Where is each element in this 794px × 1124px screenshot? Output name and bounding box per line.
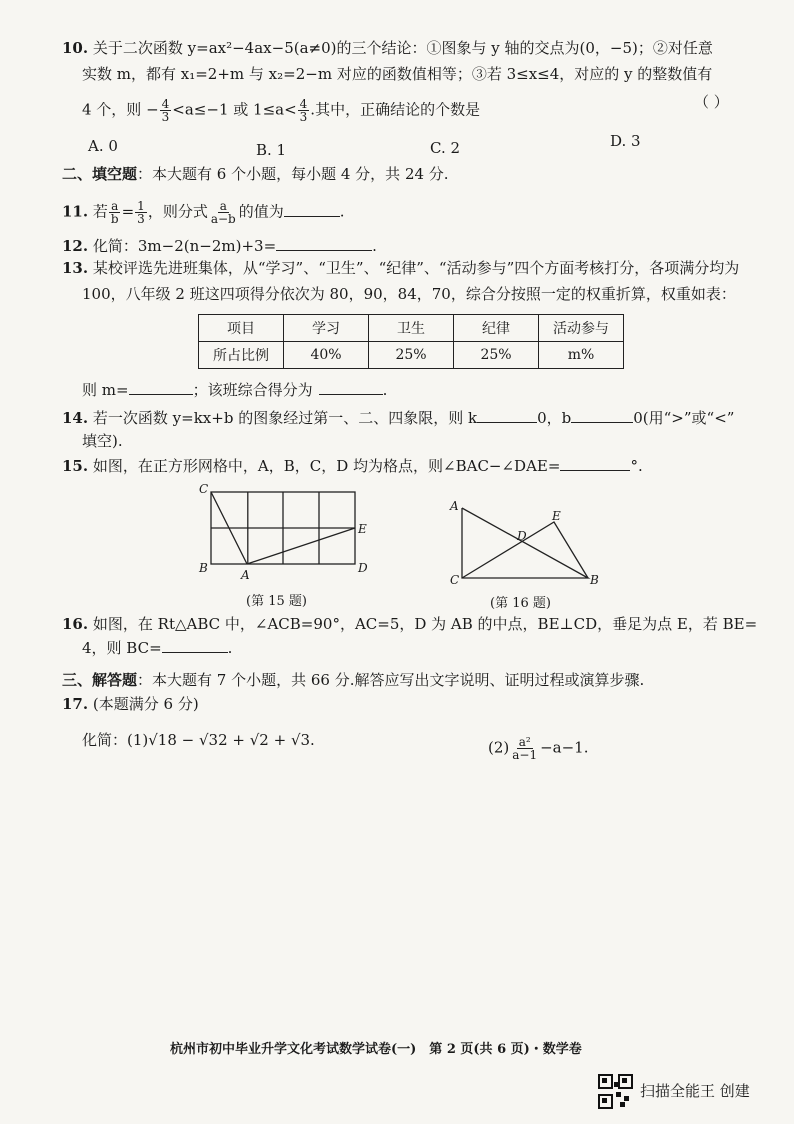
q14-line1	[62, 408, 734, 428]
q10-option-a: A. 0	[88, 137, 118, 155]
section2-heading	[62, 164, 449, 184]
table-cell: 纪律	[454, 315, 539, 342]
table-cell: 学习	[284, 315, 369, 342]
q17-header	[62, 694, 199, 714]
figure-16	[446, 500, 606, 590]
frac-num: 4	[161, 97, 170, 111]
q17-score: (本题满分 6 分)	[92, 695, 199, 713]
q13-number: 13.	[62, 259, 89, 277]
frac-num: a	[219, 199, 227, 213]
q10-option-c: C. 2	[430, 139, 461, 157]
q16-text1: 如图，在 Rt△ABC 中，∠ACB=90°，AC=5，D 为 AB 的中点，BE⊥CD，垂足为点 E，若 BE=	[92, 615, 758, 633]
frac-den: 3	[161, 110, 170, 124]
table-cell: 25%	[369, 342, 454, 369]
q13-period: .	[382, 381, 388, 399]
fig16-label-c: C	[450, 573, 460, 587]
figure-15	[195, 484, 385, 584]
q14-line2: 填空).	[82, 432, 123, 450]
q17-number: 17.	[62, 695, 89, 713]
q10-line1	[62, 38, 713, 58]
q11-text-a: 若	[92, 202, 108, 221]
q15-number: 15.	[62, 457, 89, 475]
fig15-label-e: E	[358, 522, 367, 536]
q11-text-d: 的值为	[238, 202, 284, 221]
fig15-label-b: B	[199, 561, 208, 575]
q11-number: 11.	[62, 202, 89, 221]
q16-number: 16.	[62, 615, 89, 633]
table-cell: 25%	[454, 342, 539, 369]
q14-number: 14.	[62, 409, 89, 427]
frac-den: b	[110, 212, 119, 226]
q15-line	[62, 456, 643, 476]
q11-frac-ab	[109, 200, 121, 225]
q10-text3b: <a≤−1 或 1≤a<	[172, 100, 297, 119]
q13-answer-line	[82, 380, 387, 400]
q11-period: .	[339, 202, 345, 221]
q11-text-c: ，则分式	[147, 202, 208, 221]
weights-table	[198, 314, 624, 369]
q11-frac-aab	[209, 200, 238, 225]
frac-den: a−b	[210, 212, 236, 226]
table-cell: 活动参与	[539, 315, 624, 342]
q10-frac2	[298, 98, 310, 123]
section3-desc: ：本大题有 7 个小题，共 66 分.解答应写出文字说明、证明过程或演算步骤.	[137, 671, 645, 689]
q10-text3c: .其中，正确结论的个数是	[310, 100, 481, 119]
q16-answer-blank[interactable]	[162, 638, 228, 653]
frac-num: a	[111, 199, 119, 213]
q10-answer-paren: （ ）	[694, 93, 729, 111]
section3-heading	[62, 670, 644, 690]
section3-title: 三、解答题	[62, 671, 138, 689]
q11-line	[62, 200, 345, 225]
q13-text-b: ；该班综合得分为	[192, 381, 313, 399]
fig16-triangle-abc	[462, 508, 588, 578]
weights-header-row	[199, 315, 624, 342]
q16-line2	[82, 638, 232, 658]
q12-text: 化简：3m−2(n−2m)+3=	[92, 237, 277, 255]
fig16-label-e: E	[552, 509, 561, 523]
fig16-label-b: B	[590, 573, 599, 587]
q11-answer-blank[interactable]	[284, 202, 340, 217]
q10-line3	[82, 98, 480, 123]
q12-period: .	[372, 237, 377, 255]
q10-text3a: 4 个，则 −	[82, 100, 159, 119]
q12-number: 12.	[62, 237, 89, 255]
q13-blank-score[interactable]	[319, 380, 383, 395]
q17-part2-label: (2)	[488, 738, 510, 757]
fig15-label-d: D	[358, 561, 368, 575]
scanner-watermark: 扫描全能王 创建	[640, 1082, 750, 1100]
q16-text2: 4，则 BC=	[82, 639, 162, 657]
table-cell: 所占比例	[199, 342, 284, 369]
q11-frac-13	[135, 200, 147, 225]
q13-text-a: 则 m=	[82, 381, 129, 399]
frac-num: a²	[518, 735, 531, 749]
q17-part2-expr: −a−1.	[540, 738, 589, 757]
frac-den: 3	[299, 110, 308, 124]
q16-line1	[62, 614, 757, 634]
q17-part1	[82, 730, 315, 750]
frac-den: 3	[137, 212, 145, 226]
weights-value-row	[199, 342, 624, 369]
section2-desc: ：本大题有 6 个小题，每小题 4 分，共 24 分.	[137, 165, 449, 183]
q12-line	[62, 236, 377, 256]
frac-den: a−1	[512, 748, 538, 762]
fig16-label-a: A	[450, 499, 459, 513]
q14-text-a: 若一次函数 y=kx+b 的图象经过第一、二、四象限，则 k	[92, 409, 478, 427]
q13-line2: 100，八年级 2 班这四项得分依次为 80，90，84，70，综合分按照一定的权重折算，权重如表：	[82, 285, 736, 303]
q10-text1: 关于二次函数 y=ax²−4ax−5(a≠0)的三个结论：①图象与 y 轴的交点为(0，−5)；②对任意	[92, 39, 713, 57]
q17-part2	[488, 736, 589, 761]
q10-number: 10.	[62, 39, 89, 57]
fig16-label-d: D	[517, 529, 527, 543]
q14-text-c: 0(用“>”或“<”	[633, 409, 735, 427]
table-cell: m%	[539, 342, 624, 369]
fig16-caption: (第 16 题)	[490, 596, 551, 611]
q13-line1	[62, 258, 739, 278]
q15-answer-blank[interactable]	[560, 456, 630, 471]
frac-num: 4	[299, 97, 308, 111]
q13-text1: 某校评选先进班集体，从“学习”、“卫生”、“纪律”、“活动参与”四个方面考核打分，各项满分均为	[92, 259, 740, 277]
fig15-label-c: C	[199, 482, 209, 496]
fig15-segment-ae	[247, 528, 355, 564]
q10-option-b: B. 1	[256, 141, 287, 159]
q12-answer-blank[interactable]	[276, 236, 372, 251]
q14-text-b: 0，b	[537, 409, 572, 427]
q13-blank-m[interactable]	[129, 380, 193, 395]
section2-title: 二、填空题	[62, 165, 138, 183]
fig15-caption: (第 15 题)	[246, 594, 307, 609]
q16-period: .	[227, 639, 233, 657]
table-cell: 项目	[199, 315, 284, 342]
qr-code-icon	[598, 1074, 632, 1108]
q17-part1-expr: √18 − √32 + √2 + √3.	[148, 731, 315, 749]
q14-blank-k[interactable]	[477, 408, 537, 423]
frac-num: 1	[137, 199, 145, 213]
q15-degree: °.	[630, 457, 643, 475]
fig15-label-a: A	[241, 568, 250, 582]
page-footer: 杭州市初中毕业升学文化考试数学试卷(一) 第 2 页(共 6 页)・数学卷	[170, 1042, 582, 1057]
q17-part2-frac	[510, 736, 539, 761]
q14-blank-b[interactable]	[571, 408, 633, 423]
q10-line2: 实数 m，都有 x₁=2+m 与 x₂=2−m 对应的函数值相等；③若 3≤x≤4，对应的 y 的整数值有	[82, 65, 713, 83]
q15-text: 如图，在正方形网格中，A，B，C，D 均为格点，则∠BAC−∠DAE=	[92, 457, 561, 475]
q10-option-d: D. 3	[610, 132, 641, 150]
q11-eq: =	[121, 202, 135, 221]
q17-part1-label: 化简：(1)	[82, 731, 149, 749]
table-cell: 40%	[284, 342, 369, 369]
table-cell: 卫生	[369, 315, 454, 342]
q10-frac1	[160, 98, 172, 123]
